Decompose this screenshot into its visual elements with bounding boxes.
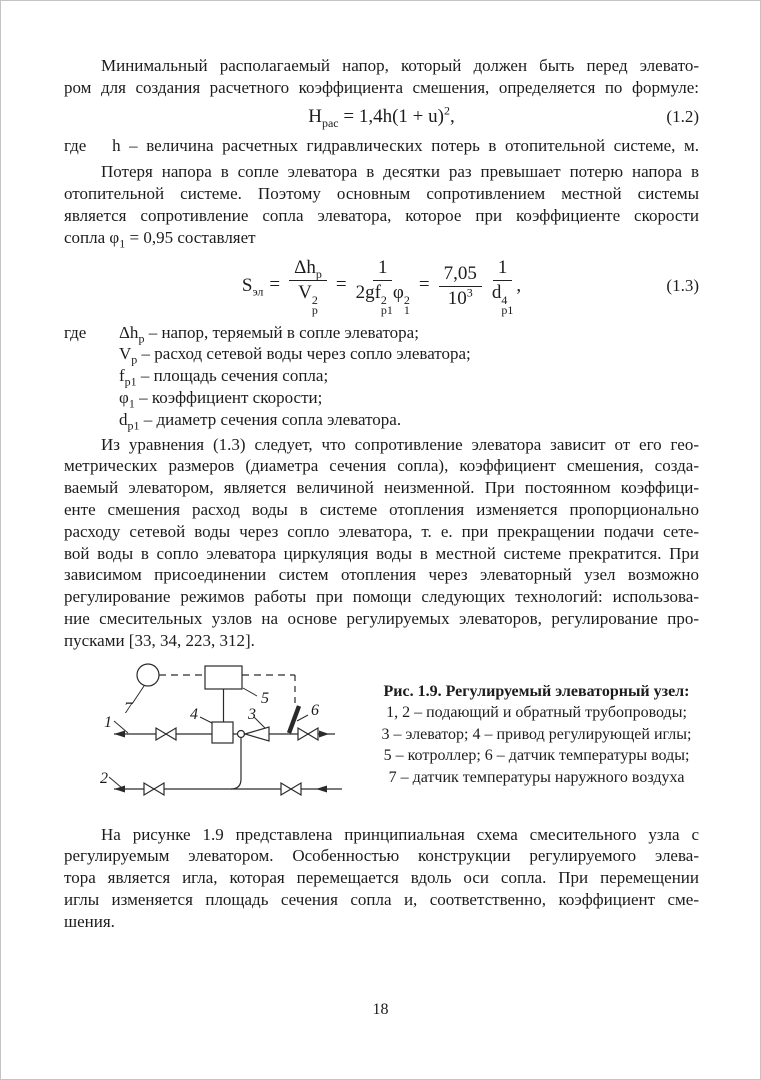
text-line: регулируемым элеватором. Особенностью конструкции регулируемого элева- bbox=[64, 846, 699, 866]
symbol: Δh bbox=[119, 322, 139, 342]
suction-line bbox=[231, 737, 241, 789]
outdoor-temp-sensor-icon bbox=[137, 664, 159, 686]
formula-superscript: 2 bbox=[443, 103, 450, 118]
diagram-label-4: 4 bbox=[190, 705, 198, 723]
formula-term: , bbox=[449, 105, 455, 127]
text-line: вой воды в сопло элеватора циркуляция воды в местной системе прекратится. При bbox=[64, 543, 699, 563]
valve-icon bbox=[156, 728, 176, 740]
formula-number-1-3: (1.3) bbox=[666, 276, 699, 296]
symbol-subscript: 1 bbox=[128, 396, 135, 411]
text-line: тора является игла, которая перемещается вдоль оси сопла. При перемещении bbox=[64, 868, 699, 888]
text-line: является сопротивление сопла элеватора, которое при коэффициенте скорости bbox=[64, 205, 699, 225]
formula-term: 10 bbox=[447, 287, 467, 309]
sup-sub-stack: 2 р1 bbox=[380, 292, 393, 317]
text-line: регулирование режимов работы при помощи следующих технологий: использова- bbox=[64, 587, 699, 607]
formula-superscript: 3 bbox=[466, 285, 473, 300]
figure-caption-line: 1, 2 – подающий и обратный трубопроводы; bbox=[386, 704, 687, 722]
symbol-subscript: р bbox=[138, 330, 145, 345]
formula-number-1-2: (1.2) bbox=[666, 106, 699, 126]
diagram-label-7: 7 bbox=[124, 699, 132, 717]
definition-item bbox=[64, 322, 699, 344]
paragraph-4 bbox=[64, 824, 699, 933]
text-line bbox=[64, 227, 699, 249]
controller-box bbox=[205, 666, 242, 689]
where-word: где bbox=[64, 322, 87, 342]
text-line: зависимом присоединении систем отопления через элеваторный узел возможно bbox=[64, 565, 699, 585]
text-span: = 0,95 составляет bbox=[125, 227, 256, 247]
text-span: сопла φ bbox=[64, 227, 120, 247]
text-line: ваемый элеватором, является величиной неизменной. При постоянном коэффици- bbox=[64, 478, 699, 498]
text-line: отопительной системе. Поэтому основным сопротивлением местной системы bbox=[64, 184, 699, 204]
definition-text: – коэффициент скорости; bbox=[134, 387, 323, 407]
formula-1-2 bbox=[64, 103, 699, 130]
figure-caption bbox=[374, 681, 699, 815]
label-leader-line bbox=[109, 686, 308, 788]
formula-term: φ bbox=[392, 281, 404, 303]
symbol: V bbox=[119, 344, 132, 364]
diagram-label-3: 3 bbox=[248, 705, 256, 723]
equals-sign: = bbox=[269, 274, 281, 296]
diagram-label-1: 1 bbox=[104, 713, 112, 731]
formula-term: H bbox=[308, 105, 322, 127]
formula-subscript: р bbox=[315, 266, 322, 281]
text-line: На рисунке 1.9 представлена принципиальная схема смесительного узла с bbox=[101, 824, 699, 844]
fraction bbox=[356, 257, 410, 316]
definition-item bbox=[64, 387, 699, 409]
text-line: Минимальный располагаемый напор, который должен быть перед элевато- bbox=[101, 56, 699, 75]
text-line: Потеря напора в сопле элеватора в десятки раз превышает потерю напора в bbox=[101, 162, 699, 182]
page-number: 18 bbox=[372, 1001, 389, 1018]
formula-subscript: рас bbox=[321, 115, 339, 130]
formula-term: , bbox=[516, 274, 522, 296]
paragraph-3 bbox=[64, 434, 699, 652]
valve-icon bbox=[144, 783, 164, 795]
figure-1-9 bbox=[64, 657, 699, 815]
formula-subscript: 1 bbox=[119, 236, 126, 251]
elevator-nozzle-cone bbox=[245, 727, 269, 741]
text-line: ром для создания расчетного коэффициента смешения, определяется по формуле: bbox=[64, 77, 699, 97]
valve-icon bbox=[281, 783, 301, 795]
figure-caption-title: Рис. 1.9. Регулируемый элеваторный узел: bbox=[383, 682, 690, 700]
text-line: расходу сетевой воды через сопло элеватора, т. е. при прекращении подачи сете- bbox=[64, 521, 699, 541]
formula-term: S bbox=[241, 274, 253, 296]
text-line: иглы изменяется площадь сечения сопла и, соответственно, коэффициент сме- bbox=[64, 889, 699, 909]
equals-sign: = bbox=[335, 274, 347, 296]
elevator-unit-diagram bbox=[84, 657, 346, 815]
valve-icon bbox=[298, 728, 318, 740]
sup-sub-stack: 4 р1 bbox=[501, 292, 514, 317]
formula-term: 2gf bbox=[355, 281, 381, 303]
fraction bbox=[492, 257, 514, 316]
figure-caption-line: 3 – элеватор; 4 – привод регулирующей иглы; bbox=[381, 725, 692, 743]
figure-caption-line: 7 – датчик температуры наружного воздуха bbox=[388, 768, 685, 786]
definition-text: – напор, теряемый в сопле элеватора; bbox=[144, 322, 419, 342]
formula-subscript: эл bbox=[252, 284, 264, 299]
formula-term: 1 bbox=[377, 256, 388, 278]
formula-term: 1 bbox=[497, 256, 508, 278]
definition-list bbox=[64, 322, 699, 431]
sup-sub-stack: 2 1 bbox=[403, 292, 410, 317]
formula-term: = 1,4h(1 + u) bbox=[338, 105, 444, 127]
formula-term: Δh bbox=[294, 256, 316, 278]
definition-item bbox=[64, 365, 699, 387]
definition-text: – диаметр сечения сопла элеватора. bbox=[139, 409, 402, 429]
needle-actuator-box bbox=[212, 722, 233, 743]
symbol-subscript: р1 bbox=[124, 374, 137, 389]
text-line: метрических размеров (диаметра сечения сопла), коэффициент смешения, созда- bbox=[64, 456, 699, 476]
paragraph-2 bbox=[64, 161, 699, 251]
paragraph-1 bbox=[64, 55, 699, 99]
text-line: пусками [33, 34, 223, 312]. bbox=[64, 630, 255, 650]
diagram-label-5: 5 bbox=[261, 689, 269, 707]
formula-term: V bbox=[298, 281, 312, 303]
diagram-label-6: 6 bbox=[311, 701, 319, 719]
text-line: шения. bbox=[64, 911, 115, 931]
formula-1-3 bbox=[64, 257, 699, 316]
sup-sub-stack: 2 р bbox=[311, 292, 318, 317]
text-line: Из уравнения (1.3) следует, что сопротивление элеватора зависит от его гео- bbox=[101, 434, 699, 454]
symbol: d bbox=[119, 409, 128, 429]
text-line: енте смешения расход воды в системе отопления изменяется пропорционально bbox=[64, 499, 699, 519]
diagram-label-2: 2 bbox=[100, 769, 108, 787]
symbol: f bbox=[119, 366, 125, 386]
equals-sign: = bbox=[418, 274, 430, 296]
definition-item bbox=[64, 343, 699, 365]
formula-term: d bbox=[491, 281, 502, 303]
figure-caption-line: 5 – котроллер; 6 – датчик температуры воды; bbox=[383, 747, 690, 765]
fraction bbox=[439, 263, 482, 310]
definition-item bbox=[64, 409, 699, 431]
formula-term: 7,05 bbox=[443, 262, 477, 284]
symbol-subscript: р1 bbox=[127, 418, 140, 433]
formula-1-3-body bbox=[120, 257, 643, 316]
symbol-subscript: р bbox=[131, 352, 138, 367]
symbol: φ bbox=[119, 387, 129, 407]
definition-text: – расход сетевой воды через сопло элеватора; bbox=[137, 344, 471, 364]
where-note-h: где h – величина расчетных гидравлических потерь в отопительной системе, м. bbox=[64, 135, 699, 155]
fraction bbox=[289, 257, 327, 316]
definition-text: – площадь сечения сопла; bbox=[136, 366, 329, 386]
formula-1-2-body bbox=[120, 103, 643, 130]
text-line: ние смесительных узлов на основе регулируемых элеваторов, регулирование про- bbox=[64, 608, 699, 628]
